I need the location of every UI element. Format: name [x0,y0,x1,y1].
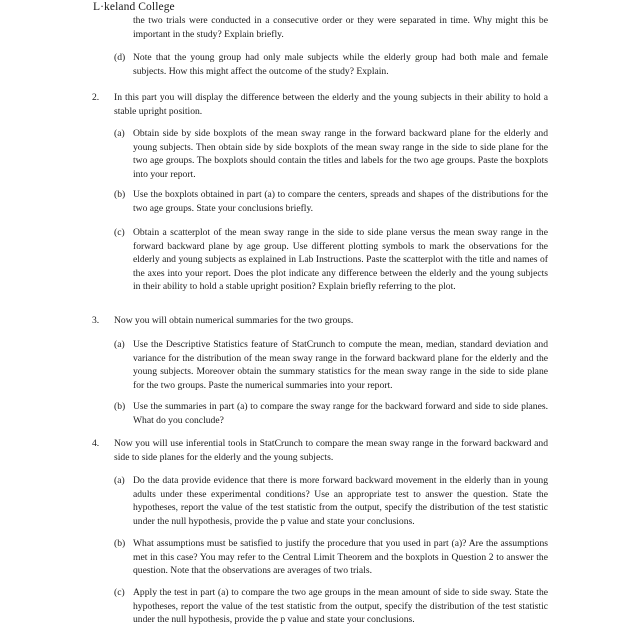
q2-part-c-label: (c) [114,227,125,238]
q1-part-d-label: (d) [114,52,126,63]
q3-part-b-text: Use the summaries in part (a) to compare the sway range for the backward forward and side to side planes. What do you conclude? [133,401,548,426]
college-name-header: L·keland College [93,1,175,13]
q2-intro-text: In this part you will display the difference between the elderly and the young subjects in their ability to hold a stable upright position. [114,92,548,117]
q4-part-c-label: (c) [114,587,125,598]
q4-part-b-label: (b) [114,538,126,549]
q4-part-b-text: What assumptions must be satisfied to justify the procedure that you used in part (a)? Are the assumptions met in this case? You may refer to the Central Limit Theorem and the boxplots in Question 2 to answer the question. Note that the observations are averages of two trials. [133,538,548,577]
q1c-continuation-text: the two trials were conducted in a consecutive order or they were separated in time. Why might this be important in the study? Explain briefly. [133,15,548,40]
q3-part-a-text: Use the Descriptive Statistics feature of StatCrunch to compute the mean, median, standard deviation and variance for the distribution of the mean sway range in the forward backward plane for the elderly and the young subjects. Moreover obtain the summary statistics for the mean sway range in the side to side plane for the two groups. Paste the numerical summaries into your report. [133,339,548,391]
q3-part-b-label: (b) [114,401,126,412]
q4-part-c-text: Apply the test in part (a) to compare the two age groups in the mean amount of side to side sway. State the hypotheses, report the value of the test statistic from the output, specify the distribution of the test statistic under the null hypothesis, provide the p value and state your conclusions. [133,587,548,626]
q4-intro-text: Now you will use inferential tools in StatCrunch to compare the mean sway range in the forward backward and side to side planes for the elderly and the young subjects. [114,438,548,463]
q2-part-c-text: Obtain a scatterplot of the mean sway range in the side to side plane versus the mean sway range in the forward backward plane by age group. Use different plotting symbols to mark the observations for the elderly and young subjects as explained in Lab Instructions. Paste the scatterplot with the title and names of the axes into your report. Does the plot indicate any difference between the elderly and the young subjects in their ability to hold a stable upright position? Explain briefly referring to the plot. [133,227,548,293]
q2-part-a-text: Obtain side by side boxplots of the mean sway range in the forward backward plane for the elderly and young subjects. Then obtain side by side boxplots of the mean sway range in the side to side plane for the two age groups. The boxplots should contain the titles and labels for the two age groups. Paste the boxplots into your report. [133,128,548,180]
q4-part-a-label: (a) [114,475,125,486]
q2-number: 2. [92,92,100,103]
q2-part-b-label: (b) [114,189,126,200]
q1-part-d-text: Note that the young group had only male subjects while the elderly group had both male and female subjects. How this might affect the outcome of the study? Explain. [133,52,548,77]
q4-number: 4. [92,438,100,449]
q4-part-a-text: Do the data provide evidence that there is more forward backward movement in the elderly than in young adults under these experimental conditions? Use an appropriate test to answer the question. State the hypotheses, report the value of the test statistic from the output, specify the distribution of the test statistic under the null hypothesis, provide the p value and state your conclusions. [133,475,548,527]
q3-intro-text: Now you will obtain numerical summaries for the two groups. [114,315,354,326]
q2-part-b-text: Use the boxplots obtained in part (a) to compare the centers, spreads and shapes of the distributions for the two age groups. State your conclusions briefly. [133,189,548,214]
q3-number: 3. [92,315,100,326]
q3-part-a-label: (a) [114,339,125,350]
q2-part-a-label: (a) [114,128,125,139]
